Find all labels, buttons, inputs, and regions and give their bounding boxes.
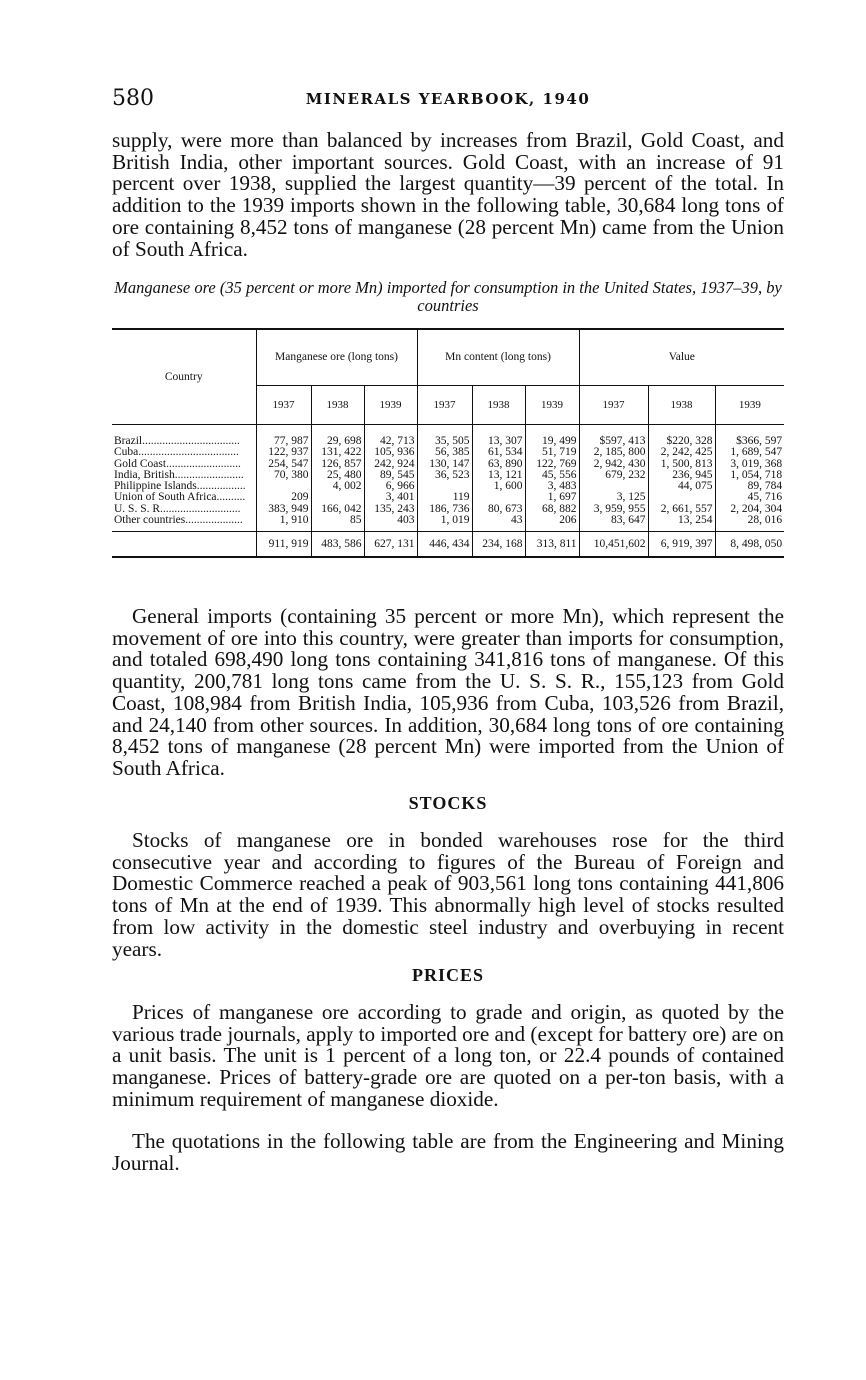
country-name: India, British <box>114 469 175 481</box>
year-header: 1937 <box>579 386 648 425</box>
leader-dots: .......... <box>216 492 246 504</box>
year-header: 1938 <box>648 386 715 425</box>
group-header-value: Value <box>579 329 784 386</box>
total-cell: 446, 434 <box>417 532 472 558</box>
year-header: 1937 <box>417 386 472 425</box>
value-cell: 130, 147 <box>417 459 472 470</box>
total-cell: 627, 131 <box>364 532 417 558</box>
value-cell: 679, 232 <box>579 470 648 481</box>
country-name: Other countries <box>114 515 186 527</box>
value-cell: 186, 736 <box>417 504 472 515</box>
leader-dots: ................................... <box>138 447 239 459</box>
value-cell: 135, 243 <box>364 504 417 515</box>
value-cell: 3, 483 <box>525 481 579 492</box>
value-cell: 42, 713 <box>364 425 417 448</box>
paragraph-stocks: Stocks of manganese ore in bonded warehouses rose for the third consecutive year and according to figures of the Bureau of Foreign and Domestic Commerce reached a peak of 903,561 long tons containing 441,806 tons of Mn at the end of 1939. This abnormally high level of stocks resulted from low activity in the domestic steel industry and overbuying in recent years. <box>112 828 784 961</box>
value-cell: 131, 422 <box>311 447 364 458</box>
value-cell: 29, 698 <box>311 425 364 448</box>
value-cell: 13, 254 <box>648 515 715 532</box>
value-cell: 3, 125 <box>579 492 648 503</box>
leader-dots: ........................... <box>162 503 241 515</box>
value-cell: 89, 784 <box>715 481 784 492</box>
leader-dots: .......................... <box>166 458 241 470</box>
table-row <box>112 504 784 515</box>
table-caption: Manganese ore (35 percent or more Mn) imported for consumption in the United States, 1937–39, by countries <box>114 278 782 315</box>
value-cell <box>472 492 525 503</box>
value-cell: 45, 716 <box>715 492 784 503</box>
country-name: Philippine Islands <box>114 481 197 493</box>
value-cell: 70, 380 <box>256 470 311 481</box>
value-cell: 383, 949 <box>256 504 311 515</box>
page-header <box>112 86 784 112</box>
value-cell: 63, 890 <box>472 459 525 470</box>
year-header: 1938 <box>311 386 364 425</box>
leader-dots: ........................ <box>174 469 244 481</box>
leader-dots: ................. <box>196 481 246 493</box>
total-cell: 10,451,602 <box>579 532 648 558</box>
value-cell: 51, 719 <box>525 447 579 458</box>
table-row <box>112 481 784 492</box>
country-cell <box>112 459 256 470</box>
value-cell: 13, 121 <box>472 470 525 481</box>
country-header: Country <box>112 329 256 425</box>
country-name: Gold Coast <box>114 458 167 470</box>
country-cell <box>112 425 256 448</box>
leader-dots: .................................. <box>142 435 240 447</box>
value-cell: 122, 937 <box>256 447 311 458</box>
value-cell: 254, 547 <box>256 459 311 470</box>
value-cell: 206 <box>525 515 579 532</box>
value-cell: 2, 185, 800 <box>579 447 648 458</box>
year-header: 1937 <box>256 386 311 425</box>
value-cell: 1, 910 <box>256 515 311 532</box>
total-cell: 8, 498, 050 <box>715 532 784 558</box>
page-number: 580 <box>112 86 154 111</box>
value-cell: 80, 673 <box>472 504 525 515</box>
value-cell: 1, 697 <box>525 492 579 503</box>
value-cell: 2, 942, 430 <box>579 459 648 470</box>
value-cell: $597, 413 <box>579 425 648 448</box>
table-row <box>112 459 784 470</box>
value-cell: 209 <box>256 492 311 503</box>
paragraph-quotations: The quotations in the following table are from the Engineering and Mining Journal. <box>112 1129 784 1175</box>
total-cell: 911, 919 <box>256 532 311 558</box>
value-cell: 89, 545 <box>364 470 417 481</box>
value-cell: 105, 936 <box>364 447 417 458</box>
value-cell: 25, 480 <box>311 470 364 481</box>
value-cell: 242, 924 <box>364 459 417 470</box>
country-cell <box>112 481 256 492</box>
value-cell: 68, 882 <box>525 504 579 515</box>
value-cell: 403 <box>364 515 417 532</box>
value-cell: 2, 661, 557 <box>648 504 715 515</box>
value-cell: 6, 966 <box>364 481 417 492</box>
value-cell: 3, 959, 955 <box>579 504 648 515</box>
value-cell: 56, 385 <box>417 447 472 458</box>
value-cell: 119 <box>417 492 472 503</box>
total-cell: 234, 168 <box>472 532 525 558</box>
section-heading-stocks: STOCKS <box>408 793 488 813</box>
value-cell: 3, 019, 368 <box>715 459 784 470</box>
year-header: 1939 <box>364 386 417 425</box>
table-row <box>112 447 784 458</box>
section-heading-prices: PRICES <box>411 965 484 985</box>
country-cell <box>112 470 256 481</box>
value-cell <box>311 492 364 503</box>
value-cell <box>579 481 648 492</box>
value-cell: 85 <box>311 515 364 532</box>
value-cell: 1, 054, 718 <box>715 470 784 481</box>
value-cell: 2, 204, 304 <box>715 504 784 515</box>
value-cell: 3, 401 <box>364 492 417 503</box>
leader-dots: .................... <box>185 515 243 527</box>
country-cell <box>112 515 256 532</box>
value-cell: 83, 647 <box>579 515 648 532</box>
paragraph-prices: Prices of manganese ore according to grade and origin, as quoted by the various trade journals, apply to imported ore and (except for battery ore) are on a unit basis. The unit is 1 percent of a long ton, or 22.4 pounds of contained manganese. Prices of battery-grade ore are quoted on a per-ton basis, with a minimum requirement of manganese dioxide. <box>112 1000 784 1111</box>
running-title: MINERALS YEARBOOK, 1940 <box>305 90 591 108</box>
year-header: 1938 <box>472 386 525 425</box>
year-header: 1939 <box>715 386 784 425</box>
paragraph-general-imports: General imports (containing 35 percent or more Mn), which represent the movement of ore into this country, were greater than imports for consumption, and totaled 698,490 long tons containing 341,816 tons of manganese. Of this quantity, 200,781 long tons came from the U. S. S. R., 155,123 from Gold Coast, 108,984 from British India, 105,936 from Cuba, 103,526 from Brazil, and 24,140 from other sources. In addition, 30,684 long tons of ore containing 8,452 tons of manganese (28 percent Mn) were imported from the Union of South Africa. <box>112 604 784 780</box>
table-row <box>112 470 784 481</box>
value-cell: 61, 534 <box>472 447 525 458</box>
value-cell: 44, 075 <box>648 481 715 492</box>
table-row <box>112 515 784 532</box>
value-cell: 166, 042 <box>311 504 364 515</box>
value-cell: 1, 689, 547 <box>715 447 784 458</box>
value-cell: 1, 500, 813 <box>648 459 715 470</box>
value-cell <box>417 481 472 492</box>
value-cell: 236, 945 <box>648 470 715 481</box>
value-cell: 126, 857 <box>311 459 364 470</box>
total-cell: 6, 919, 397 <box>648 532 715 558</box>
table-row <box>112 492 784 503</box>
value-cell: $220, 328 <box>648 425 715 448</box>
value-cell: 43 <box>472 515 525 532</box>
country-cell <box>112 492 256 503</box>
imports-table <box>112 328 784 558</box>
total-label-cell <box>112 532 256 558</box>
value-cell <box>256 481 311 492</box>
value-cell: 122, 769 <box>525 459 579 470</box>
country-cell <box>112 447 256 458</box>
value-cell <box>648 492 715 503</box>
value-cell: 19, 499 <box>525 425 579 448</box>
value-cell: 36, 523 <box>417 470 472 481</box>
country-name: Cuba <box>114 447 139 459</box>
value-cell: 1, 019 <box>417 515 472 532</box>
country-name: U. S. S. R. <box>114 503 163 515</box>
value-cell: $366, 597 <box>715 425 784 448</box>
value-cell: 4, 002 <box>311 481 364 492</box>
total-cell: 483, 586 <box>311 532 364 558</box>
year-header: 1939 <box>525 386 579 425</box>
value-cell: 35, 505 <box>417 425 472 448</box>
country-name: Brazil <box>114 435 143 447</box>
total-row <box>112 532 784 558</box>
value-cell: 1, 600 <box>472 481 525 492</box>
table-row <box>112 425 784 448</box>
group-header-mn: Mn content (long tons) <box>417 329 579 386</box>
value-cell: 28, 016 <box>715 515 784 532</box>
value-cell: 45, 556 <box>525 470 579 481</box>
value-cell: 13, 307 <box>472 425 525 448</box>
value-cell: 77, 987 <box>256 425 311 448</box>
paragraph-supply: supply, were more than balanced by increases from Brazil, Gold Coast, and British India, other important sources. Gold Coast, with an increase of 91 percent over 1938, supplied the largest quantity—39 percent of the total. In addition to the 1939 imports shown in the following table, 30,684 long tons of ore containing 8,452 tons of manganese (28 percent Mn) came from the Union of South Africa. <box>112 128 784 261</box>
group-header-ore: Manganese ore (long tons) <box>256 329 417 386</box>
country-name: Union of South Africa <box>114 492 217 504</box>
total-cell: 313, 811 <box>525 532 579 558</box>
country-cell <box>112 504 256 515</box>
value-cell: 2, 242, 425 <box>648 447 715 458</box>
